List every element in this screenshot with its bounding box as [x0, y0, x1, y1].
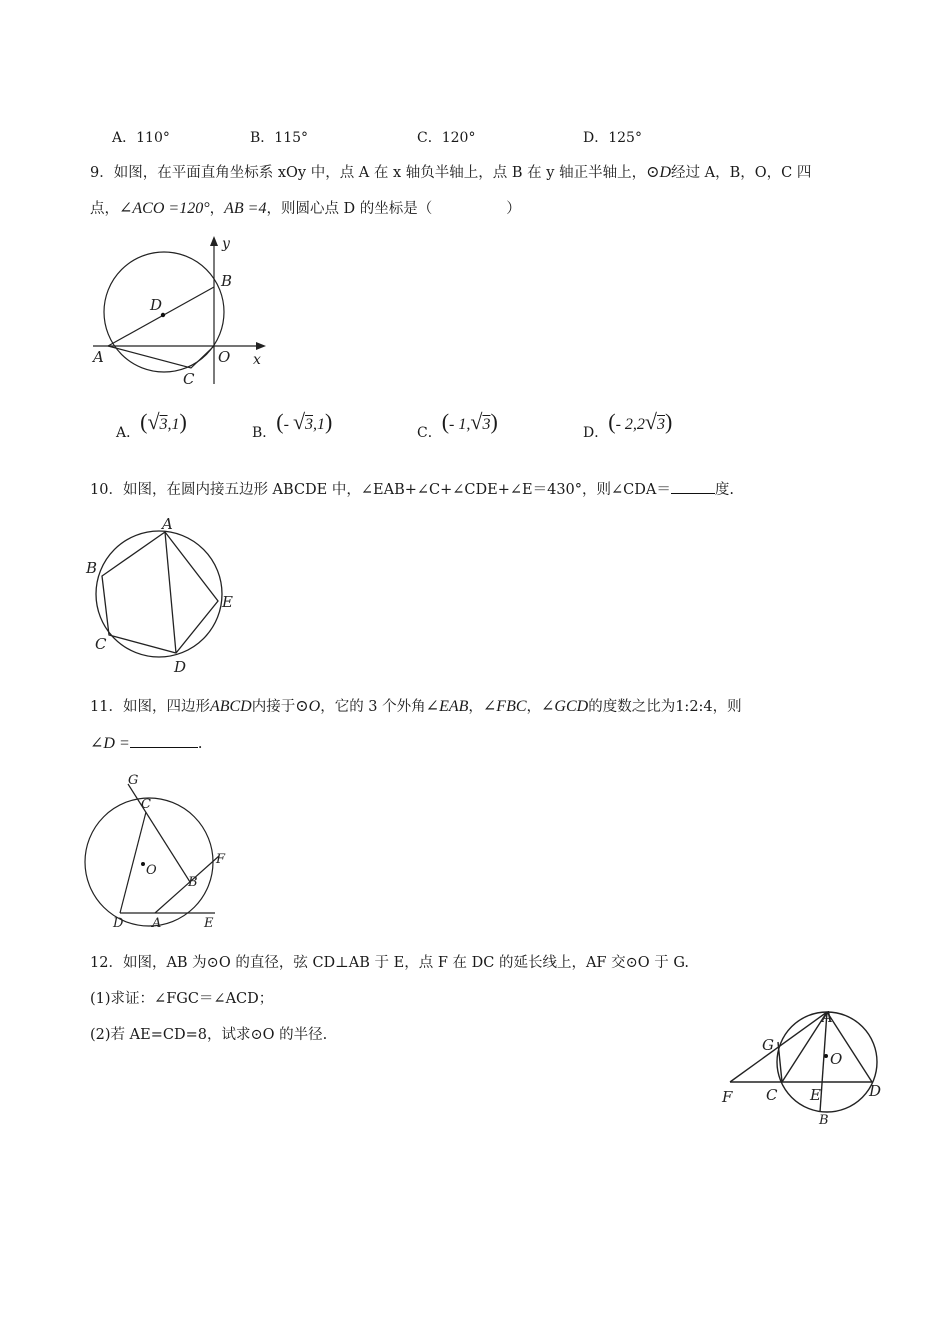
q12-center-o — [824, 1054, 828, 1058]
label-b: B — [86, 559, 98, 577]
label-e: E — [204, 916, 214, 931]
q12-segment-ac — [782, 1012, 827, 1082]
label-f: F — [722, 1088, 733, 1106]
label-g: G — [128, 773, 139, 788]
q12-segment-ad — [827, 1012, 872, 1082]
q11-figure — [80, 770, 240, 932]
label-d: D — [113, 916, 124, 931]
q9-figure — [88, 232, 278, 392]
q9-option-d: D．(- 2,2√3) — [583, 409, 673, 441]
q10-text: 10．如图，在圆内接五边形 ABCDE 中，∠EAB+∠C+∠CDE+∠E＝430°，则∠CDA＝ 度. — [90, 482, 734, 498]
q11-line1: 11．如图，四边形ABCD内接于⊙O，它的 3 个外角∠EAB，∠FBC，∠GCD的度数之比为1:2:4，则 — [90, 698, 742, 715]
label-c: C — [183, 370, 195, 388]
label-a: A — [93, 348, 104, 366]
q10-pentagon — [102, 532, 218, 653]
q12-part2: (2)若 AE=CD=8，试求⊙O 的半径. — [90, 1027, 328, 1043]
q9-option-a: A．(√3,1) — [116, 409, 187, 441]
label-y: y — [222, 236, 230, 252]
label-e: E — [810, 1086, 821, 1104]
q12-diameter-ab — [820, 1012, 827, 1112]
q9-option-c: C．(- 1,√3) — [417, 409, 498, 441]
q12-figure — [716, 1010, 896, 1132]
label-e: E — [222, 593, 233, 611]
label-o: O — [830, 1050, 843, 1068]
label-c: C — [95, 635, 107, 653]
label-x: x — [253, 352, 261, 368]
q8-option-c: C．120° — [417, 130, 476, 146]
label-o: O — [146, 863, 157, 878]
q10-figure — [82, 512, 242, 677]
label-d: D — [869, 1082, 882, 1100]
q9-line1: 9．如图，在平面直角坐标系 xOy 中，点 A 在 x 轴负半轴上，点 B 在 y 轴正半轴上，⊙D经过 A，B，O，C 四 — [90, 164, 812, 181]
label-c: C — [766, 1086, 778, 1104]
q9-option-b: B．(- √3,1) — [252, 409, 333, 441]
label-a: A — [822, 1010, 833, 1026]
label-c: C — [141, 797, 151, 812]
label-a: A — [152, 916, 162, 931]
label-f: F — [216, 852, 226, 867]
label-a: A — [162, 515, 173, 533]
q11-center-o — [141, 862, 145, 866]
q9-line2: 点，∠ACO =120°，AB =4，则圆心点 D 的坐标是（ ） — [90, 200, 521, 217]
q8-option-b: B．115° — [250, 130, 309, 146]
q10-diagonal-ad — [165, 532, 176, 653]
label-b: B — [188, 875, 198, 890]
label-g: G — [762, 1036, 774, 1054]
label-d: D — [174, 658, 187, 676]
label-b: B — [221, 272, 233, 290]
q11-line2: ∠D = . — [90, 734, 203, 752]
label-d: D — [150, 296, 163, 314]
label-o: O — [218, 348, 231, 366]
q8-option-d: D．125° — [583, 130, 642, 146]
q8-option-a: A．110° — [112, 130, 170, 146]
q10-circle — [96, 531, 222, 657]
q9-x-arrow — [256, 342, 266, 350]
label-b: B — [819, 1113, 829, 1128]
q12-part1: (1)求证：∠FGC＝∠ACD； — [90, 991, 274, 1007]
q12-circle — [777, 1012, 877, 1112]
q12-text: 12．如图，AB 为⊙O 的直径，弦 CD⊥AB 于 E，点 F 在 DC 的延长线上，AF 交⊙O 于 G. — [90, 955, 690, 971]
q9-y-arrow — [210, 236, 218, 246]
